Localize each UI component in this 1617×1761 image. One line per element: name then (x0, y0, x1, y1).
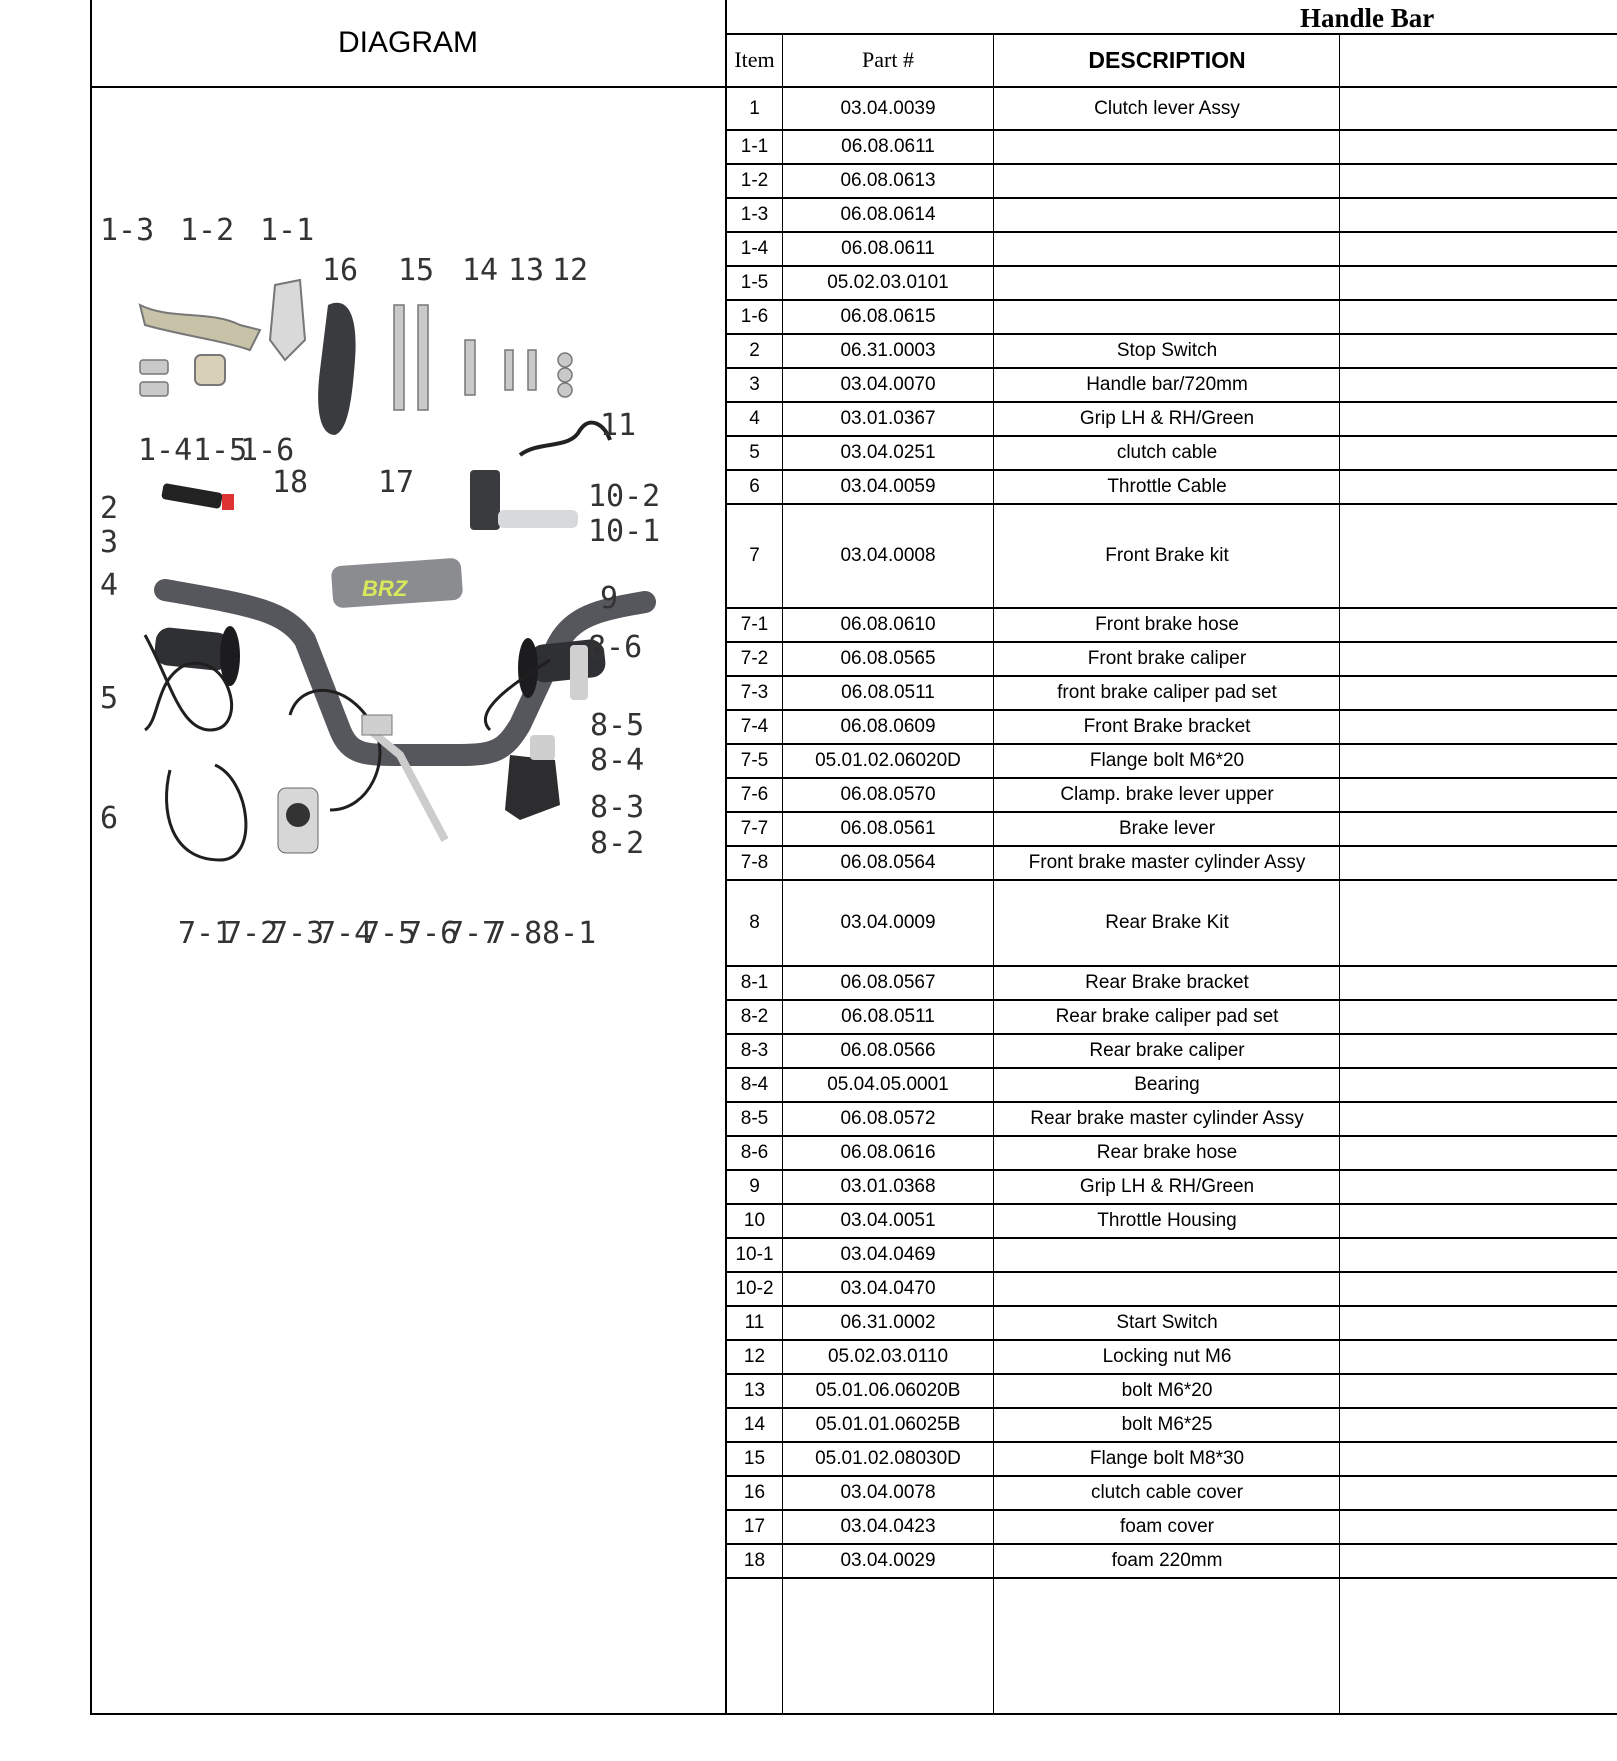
callout-label: 11 (600, 408, 637, 443)
part-number-cell: 06.08.0611 (841, 136, 935, 157)
part-number-cell: 03.04.0029 (840, 1550, 936, 1571)
callout-label: 8-2 (590, 826, 645, 861)
table-row (727, 1544, 1617, 1578)
description-cell: clutch cable cover (1090, 1482, 1244, 1503)
callout-label: 7-1 (178, 916, 233, 951)
description-cell: Throttle Cable (1107, 476, 1227, 497)
item-cell: 8-6 (740, 1142, 769, 1163)
part-number-cell: 03.04.0039 (840, 98, 936, 119)
item-cell: 12 (743, 1346, 766, 1367)
description-cell: front brake caliper pad set (1057, 682, 1277, 703)
item-cell: 1-3 (740, 204, 769, 225)
table-row (727, 198, 1617, 232)
table-row (727, 1068, 1617, 1102)
description-cell (994, 198, 1340, 232)
table-row (727, 778, 1617, 812)
description-cell: Rear brake caliper pad set (1055, 1006, 1279, 1027)
table-row (727, 1170, 1617, 1204)
part-number-cell: 03.04.0070 (840, 374, 936, 395)
callout-label: 14 (462, 253, 499, 288)
item-cell: 16 (743, 1482, 766, 1503)
description-cell: bolt M6*20 (1121, 1380, 1213, 1401)
description-cell: Rear brake caliper (1089, 1040, 1245, 1061)
table-row (727, 1102, 1617, 1136)
callout-label: 5 (100, 681, 119, 716)
callout-label: 7-8 (488, 916, 543, 951)
callout-label: 7-4 (318, 916, 373, 951)
table-row (727, 1408, 1617, 1442)
description-cell: Front Brake bracket (1083, 716, 1251, 737)
callout-label: 4 (100, 568, 119, 603)
callout-label: 7-3 (270, 916, 325, 951)
part-number-cell: 06.08.0609 (840, 716, 936, 737)
item-cell: 1-1 (740, 136, 769, 157)
part-number-cell: 03.04.0051 (840, 1210, 936, 1231)
part-number-cell: 06.08.0616 (840, 1142, 936, 1163)
description-cell: Brake lever (1118, 818, 1216, 839)
part-number-cell: 03.04.0423 (840, 1516, 936, 1537)
callout-label: 8-5 (590, 708, 645, 743)
part-number-cell: 06.31.0003 (840, 340, 936, 361)
description-cell (994, 130, 1340, 164)
table-row (727, 676, 1617, 710)
item-cell: 1-6 (740, 306, 769, 327)
description-cell: Rear brake master cylinder Assy (1030, 1108, 1304, 1129)
table-row (727, 1204, 1617, 1238)
description-cell (994, 232, 1340, 266)
callout-label: 1-5 (193, 433, 248, 468)
table-row (727, 1000, 1617, 1034)
part-number-cell: 03.04.0009 (840, 912, 936, 933)
item-cell: 2 (749, 340, 760, 361)
item-cell: 8-1 (740, 972, 769, 993)
table-row (727, 470, 1617, 504)
part-number-cell: 03.01.0367 (840, 408, 936, 429)
part-number-cell: 03.04.0059 (840, 476, 936, 497)
callout-label: 18 (272, 465, 309, 500)
callout-label: 8-6 (588, 630, 643, 665)
description-cell (994, 1272, 1340, 1306)
table-row (727, 436, 1617, 470)
part-number-cell: 06.08.0615 (840, 306, 936, 327)
table-row (727, 130, 1617, 164)
column-header-item: Item (734, 47, 775, 72)
item-cell: 13 (743, 1380, 766, 1401)
table-row (727, 368, 1617, 402)
callout-label: 1-2 (180, 213, 235, 248)
table-row (727, 846, 1617, 880)
table-row (727, 164, 1617, 198)
column-header-part: Part # (862, 47, 914, 72)
item-cell: 11 (744, 1312, 765, 1333)
part-number-cell: 05.01.06.06020B (815, 1380, 961, 1401)
description-cell: Clamp. brake lever upper (1060, 784, 1274, 805)
part-number-cell: 06.08.0511 (841, 1006, 935, 1027)
callout-label: 8-3 (590, 790, 645, 825)
callout-label: 16 (322, 253, 359, 288)
table-row (727, 880, 1617, 966)
item-cell: 10-1 (735, 1244, 774, 1265)
table-row (727, 966, 1617, 1000)
item-cell: 15 (743, 1448, 766, 1469)
table-row (727, 300, 1617, 334)
description-cell: Handle bar/720mm (1086, 374, 1248, 395)
item-cell: 8-5 (740, 1108, 769, 1129)
brz-logo: BRZ (362, 576, 408, 601)
item-cell: 1-4 (740, 238, 769, 259)
column-header-description: DESCRIPTION (1088, 46, 1246, 73)
item-cell: 8-4 (740, 1074, 769, 1095)
description-cell: Grip LH & RH/Green (1079, 1176, 1255, 1197)
description-cell: Flange bolt M8*30 (1089, 1448, 1245, 1469)
left-border (90, 0, 92, 1714)
table-row (727, 1306, 1617, 1340)
table-row (727, 1374, 1617, 1408)
table-row (727, 334, 1617, 368)
part-number-cell: 03.04.0470 (840, 1278, 936, 1299)
table-row (727, 232, 1617, 266)
description-cell: Stop Switch (1116, 340, 1218, 361)
part-number-cell: 06.08.0614 (840, 204, 936, 225)
description-cell: Clutch lever Assy (1094, 98, 1240, 119)
description-cell (994, 164, 1340, 198)
item-cell: 8-3 (740, 1040, 769, 1061)
item-cell: 9 (749, 1176, 760, 1197)
item-cell: 1 (749, 98, 760, 119)
item-cell: 18 (743, 1550, 766, 1571)
description-cell: Rear brake hose (1096, 1142, 1238, 1163)
table-row (727, 1272, 1617, 1306)
item-cell: 17 (743, 1516, 766, 1537)
table-row (727, 1238, 1617, 1272)
callout-label: 7-2 (224, 916, 279, 951)
part-number-cell: 03.04.0469 (840, 1244, 936, 1265)
table-row (727, 1476, 1617, 1510)
item-cell: 14 (743, 1414, 766, 1435)
description-cell: Bearing (1134, 1074, 1200, 1095)
callout-label: 2 (100, 491, 119, 526)
description-cell: Rear Brake bracket (1085, 972, 1249, 993)
item-cell: 7-6 (740, 784, 769, 805)
description-cell: foam cover (1120, 1516, 1214, 1537)
description-cell: Front brake caliper (1087, 648, 1247, 669)
item-cell: 1-5 (740, 272, 769, 293)
callout-label: 12 (552, 253, 589, 288)
item-cell: 4 (749, 408, 760, 429)
item-cell: 8-2 (740, 1006, 769, 1027)
part-number-cell: 05.01.02.08030D (815, 1448, 961, 1469)
description-cell (994, 300, 1340, 334)
item-cell: 7-4 (740, 716, 769, 737)
row-divider (727, 1577, 1617, 1579)
description-cell: Front brake hose (1095, 614, 1239, 635)
table-row (727, 1510, 1617, 1544)
description-cell: Grip LH & RH/Green (1079, 408, 1255, 429)
description-cell (994, 1238, 1340, 1272)
item-cell: 7-1 (740, 614, 769, 635)
table-row (727, 1340, 1617, 1374)
description-cell (994, 266, 1340, 300)
part-number-cell: 06.08.0572 (840, 1108, 936, 1129)
part-number-cell: 03.04.0008 (840, 545, 936, 566)
part-number-cell: 06.08.0611 (841, 238, 935, 259)
item-cell: 7-8 (740, 852, 769, 873)
item-cell: 7-3 (740, 682, 769, 703)
callout-label: 17 (378, 465, 415, 500)
description-cell: Throttle Housing (1097, 1210, 1237, 1231)
part-number-cell: 06.31.0002 (840, 1312, 936, 1333)
item-cell: 10 (743, 1210, 766, 1231)
callout-label: 10-2 (588, 479, 661, 514)
table-row (727, 1136, 1617, 1170)
table-row (727, 1442, 1617, 1476)
part-number-cell: 03.04.0251 (840, 442, 936, 463)
description-cell: clutch cable (1116, 442, 1218, 463)
item-cell: 3 (749, 374, 760, 395)
item-cell: 7-7 (740, 818, 769, 839)
part-number-cell: 05.01.02.06020D (815, 750, 961, 771)
callout-label: 15 (398, 253, 435, 288)
item-cell: 1-2 (740, 170, 769, 191)
description-cell: Front Brake kit (1105, 545, 1229, 566)
description-cell: Front brake master cylinder Assy (1028, 852, 1306, 873)
part-number-cell: 06.08.0566 (840, 1040, 936, 1061)
description-cell: Start Switch (1116, 1312, 1218, 1333)
item-cell: 7 (749, 545, 760, 566)
table-row (727, 266, 1617, 300)
callout-label: 1-3 (100, 213, 155, 248)
table-row (727, 642, 1617, 676)
callout-label: 13 (508, 253, 545, 288)
callout-label: 9 (600, 581, 619, 616)
callout-label: 6 (100, 801, 119, 836)
diagram-title: DIAGRAM (337, 26, 478, 59)
callout-label: 8-4 (590, 743, 645, 778)
table-row (727, 744, 1617, 778)
table-row (727, 504, 1617, 608)
part-number-cell: 03.04.0078 (840, 1482, 936, 1503)
table-row (727, 812, 1617, 846)
callout-label: 1-6 (240, 433, 295, 468)
item-cell: 7-5 (740, 750, 769, 771)
callout-label: 3 (100, 525, 119, 560)
callout-label: 1-1 (260, 213, 315, 248)
part-number-cell: 06.08.0610 (840, 614, 936, 635)
callout-label: 1-4 (138, 433, 193, 468)
callout-label: 8-1 (542, 916, 597, 951)
description-cell: bolt M6*25 (1121, 1414, 1213, 1435)
part-number-cell: 06.08.0567 (840, 972, 936, 993)
item-cell: 10-2 (735, 1278, 774, 1299)
callout-label: 10-1 (588, 514, 661, 549)
description-cell: Locking nut M6 (1102, 1346, 1232, 1367)
part-number-cell: 06.08.0570 (840, 784, 936, 805)
part-number-cell: 05.01.01.06025B (815, 1414, 961, 1435)
description-cell: Flange bolt M6*20 (1089, 750, 1245, 771)
callout-label: 7-5 (362, 916, 417, 951)
description-cell: foam 220mm (1111, 1550, 1223, 1571)
item-cell: 8 (749, 912, 760, 933)
part-number-cell: 06.08.0561 (840, 818, 936, 839)
table-row (727, 608, 1617, 642)
item-cell: 5 (749, 442, 760, 463)
part-number-cell: 06.08.0564 (840, 852, 936, 873)
description-cell: Rear Brake Kit (1105, 912, 1229, 933)
table-row (727, 88, 1617, 130)
callout-label: 7-6 (404, 916, 459, 951)
table-row (727, 402, 1617, 436)
part-number-cell: 05.02.03.0110 (827, 1346, 949, 1367)
table-row (727, 1034, 1617, 1068)
part-number-cell: 05.02.03.0101 (827, 272, 949, 293)
part-number-cell: 06.08.0565 (840, 648, 936, 669)
bottom-border (90, 1713, 1617, 1715)
callout-label: 7-7 (446, 916, 501, 951)
table-row (727, 710, 1617, 744)
part-number-cell: 06.08.0613 (840, 170, 936, 191)
part-number-cell: 05.04.05.0001 (827, 1074, 949, 1095)
part-number-cell: 03.01.0368 (840, 1176, 936, 1197)
item-cell: 6 (749, 476, 760, 497)
sheet-title: Handle Bar (1300, 3, 1435, 33)
diagram-callouts (100, 210, 720, 1050)
part-number-cell: 06.08.0511 (841, 682, 935, 703)
item-cell: 7-2 (740, 648, 769, 669)
